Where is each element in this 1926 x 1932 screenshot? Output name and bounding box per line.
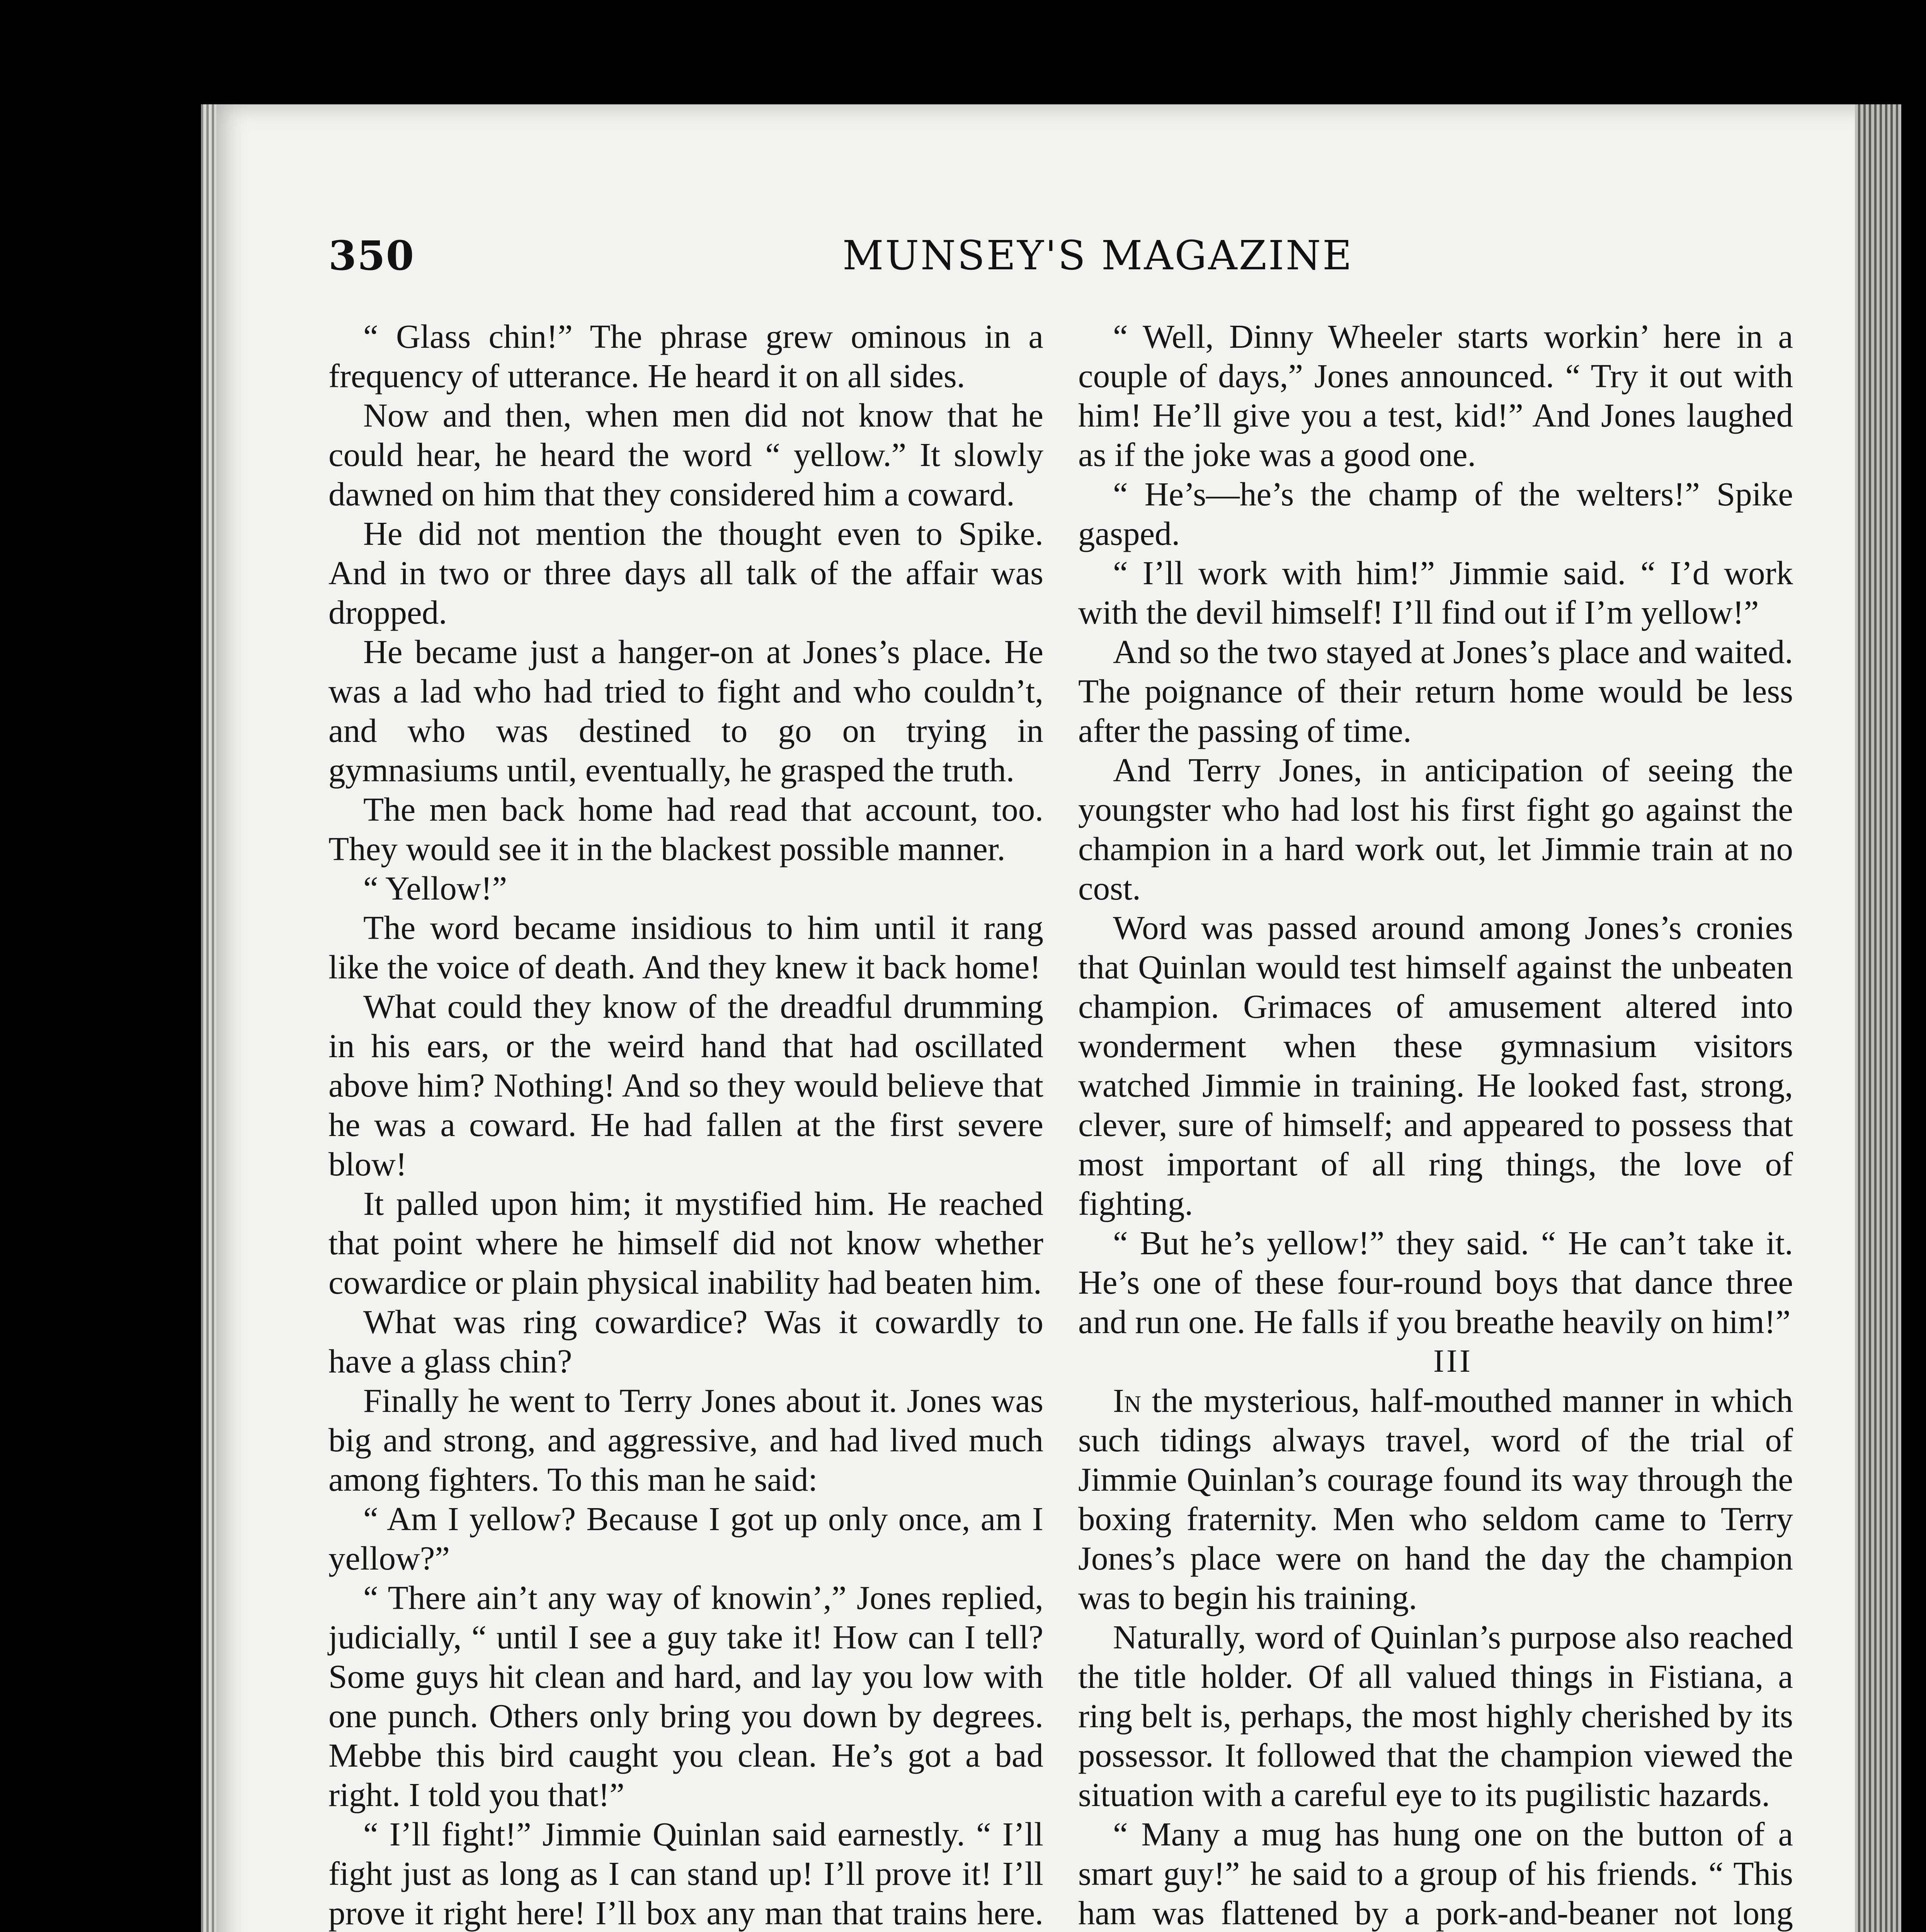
paragraph: The men back home had read that account, too. They would see it in the blackest possible manner.	[328, 791, 1043, 867]
paragraph: “ But he’s yellow!” they said. “ He can’t take it. He’s one of these four-round boys that dance three and run one. He falls if you breathe heavily on him!”	[1078, 1224, 1793, 1340]
page-stack-edge	[1855, 104, 1901, 1932]
paragraph: It palled upon him; it mystified him. He reached that point where he himself did not know whether cowardice or plain physical inability had beaten him.	[328, 1185, 1043, 1301]
paragraph: “ Well, Dinny Wheeler starts workin’ here in a couple of days,” Jones announced. “ Try it out with him! He’ll give you a test, kid!” And Jones laughed as if the joke was a good one.	[1078, 318, 1793, 473]
paragraph: Word was passed around among Jones’s cronies that Quinlan would test himself against the unbeaten champion. Grimaces of amusement altered into wonderment when these gymnasium visitors watched Jimmie in training. He looked fast, strong, clever, sure of himself; and appeared to possess that most important of all ring things, the love of fighting.	[1078, 909, 1793, 1222]
page-number: 350	[328, 232, 415, 279]
paragraph: What could they know of the dreadful drumming in his ears, or the weird hand that had oscillated above him? Nothing! And so they would believe that he was a coward. He had fallen at the first severe blow!	[328, 988, 1043, 1183]
paragraph: “ Yellow!”	[363, 869, 507, 907]
paragraph: He did not mention the thought even to Spike. And in two or three days all talk of the affair was dropped.	[328, 515, 1043, 631]
opening-text: the mysterious, half-mouthed manner in which such tidings always travel, word of the trial of Jimmie Quinlan’s courage found its way through the boxing fraternity. Men who seldom came to Terry Jones’s place were on hand the day the champion was to begin his training.	[1078, 1382, 1793, 1616]
paragraph: Finally he went to Terry Jones about it. Jones was big and strong, and aggressive, and had lived much among fighters. To this man he said:	[328, 1382, 1043, 1498]
paragraph: “ He’s—he’s the champ of the welters!” Spike gasped.	[1078, 475, 1793, 552]
right-text-column	[1078, 317, 1793, 1932]
paragraph: Naturally, word of Quinlan’s purpose also reached the title holder. Of all valued things in Fistiana, a ring belt is, perhaps, the most highly cherished by its possessor. It followed that the champion viewed the situation with a careful eye to its pugilistic hazards.	[1078, 1618, 1793, 1813]
paragraph: And so the two stayed at Jones’s place and waited. The poignance of their return home would be less after the passing of time.	[1078, 633, 1793, 749]
paragraph: The word became insidious to him until it rang like the voice of death. And they knew it back home!	[328, 909, 1043, 986]
paragraph: And Terry Jones, in anticipation of seeing the youngster who had lost his first fight go against the champion in a hard work out, let Jimmie train at no cost.	[1078, 751, 1793, 907]
section-heading: III	[1433, 1343, 1473, 1379]
section-opening-paragraph	[1078, 1381, 1793, 1617]
paragraph: Now and then, when men did not know that he could hear, he heard the word “ yellow.” It slowly dawned on him that they considered him a coward.	[328, 396, 1043, 513]
paragraph: He became just a hanger-on at Jones’s place. He was a lad who had tried to fight and who couldn’t, and who was destined to go on trying in gymnasiums until, eventually, he grasped the truth.	[328, 633, 1043, 789]
paragraph: “ There ain’t any way of knowin’,” Jones replied, judicially, “ until I see a guy take it! How can I tell? Some guys hit clean and hard, and lay you low with one punch. Others only bring you down by degrees. Mebbe this bird caught you clean. He’s got a bad right. I told you that!”	[328, 1579, 1043, 1813]
paragraph: “ I’ll work with him!” Jimmie said. “ I’d work with the devil himself! I’ll find out if I’m yellow!”	[1078, 554, 1793, 631]
paragraph: “ Many a mug has hung one on the button of a smart guy!” he said to a group of his friends. “ This ham was flattened by a pork-and-beaner not long	[1078, 1815, 1793, 1932]
opening-word: In	[1113, 1382, 1142, 1419]
paragraph: What was ring cowardice? Was it cowardly to have a glass chin?	[328, 1303, 1043, 1380]
running-title: MUNSEY'S MAGAZINE	[842, 232, 1353, 279]
page-spine-shadow	[201, 104, 216, 1932]
paragraph: “ Am I yellow? Because I got up only once, am I yellow?”	[328, 1500, 1043, 1577]
left-text-column	[328, 317, 1043, 1932]
page-header	[328, 232, 1797, 290]
paragraph: “ Glass chin!” The phrase grew ominous in a frequency of utterance. He heard it on all sides.	[328, 318, 1043, 395]
paragraph: “ I’ll fight!” Jimmie Quinlan said earnestly. “ I’ll fight just as long as I can stand up! I’ll prove it! I’ll prove it right here! I’ll box any man that trains here.	[328, 1815, 1043, 1932]
